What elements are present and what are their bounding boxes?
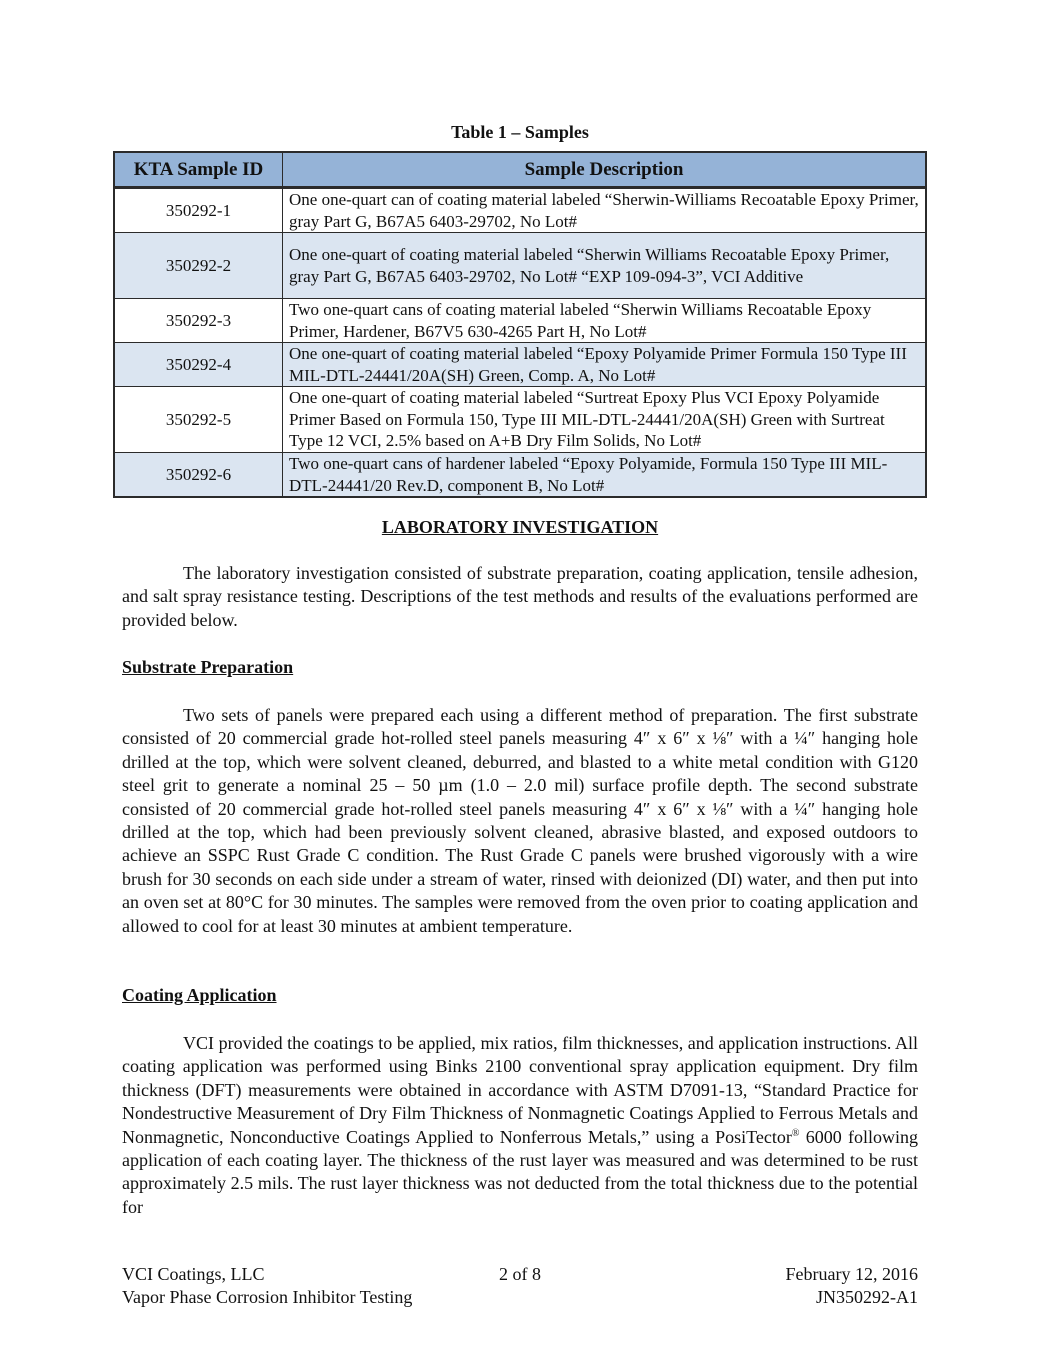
footer-report-title: Vapor Phase Corrosion Inhibitor Testing bbox=[122, 1287, 413, 1307]
footer-company: VCI Coatings, LLC bbox=[122, 1264, 265, 1284]
coating-text-part2: 6000 following application of each coating layer. The thickness of the rust layer was measured and was determined to be rust approximately 2.5 mils. The rust layer thickness was not deducted from the total thickness due to the potential for bbox=[122, 1126, 918, 1217]
coating-text-part1: VCI provided the coatings to be applied, mix ratios, film thicknesses, and application instructions. All coating application was performed using Binks 2100 conventional spray application equipment. Dry film thickness (DFT) measurements were obtained in accordance with ASTM D7091-13, “Standard Practice for Nondestructive Measurement of Dry Film Thickness of Nonmagnetic Coatings Applied to Ferrous Metals and Nonmagnetic, Nonconductive Coatings Applied to Nonferrous Metals,” using a PosiTector bbox=[122, 1033, 918, 1147]
substrate-text: Two sets of panels were prepared each using a different method of preparation. The first substrate consisted of 20 commercial grade hot-rolled steel panels measuring 4″ x 6″ x ⅛″ with a ¼″ hanging hole drilled at the top, which were solvent cleaned, deburred, and blasted to a white metal condition with G120 steel grit to generate a nominal 25 – 50 µm (1.0 – 2.0 mil) surface profile depth. The second substrate consisted of 20 commercial grade hot-rolled steel panels measuring 4″ x 6″ x ⅛″ with a ¼″ hanging hole drilled at the top, which had been previously solvent cleaned, abrasive blasted, and exposed outdoors to achieve an SSPC Rust Grade C condition. The Rust Grade C panels were brushed vigorously with a wire brush for 30 seconds on each side under a stream of water, rinsed with deionized (DI) water, and then put into an oven set at 80°C for 30 minutes. The samples were removed from the oven prior to coating application and allowed to cool for at least 30 minutes at ambient temperature. bbox=[122, 705, 918, 936]
sample-description-cell: Two one-quart cans of coating material labeled “Sherwin Williams Recoatable Epoxy Primer, Hardener, B67V5 630-4265 Part H, No Lot# bbox=[283, 299, 927, 343]
sample-id-cell: 350292-1 bbox=[114, 188, 283, 233]
footer-date: February 12, 2016 bbox=[785, 1264, 918, 1284]
sample-id-cell: 350292-6 bbox=[114, 453, 283, 498]
page-number: 2 of 8 bbox=[499, 1264, 541, 1284]
subheading-substrate-preparation: Substrate Preparation bbox=[122, 657, 294, 677]
section-heading-laboratory-investigation: LABORATORY INVESTIGATION bbox=[381, 517, 659, 537]
sample-description-cell: One one-quart can of coating material labeled “Sherwin-Williams Recoatable Epoxy Primer, gray Part G, B67A5 6403-29702, No Lot# bbox=[283, 188, 927, 233]
sample-description-cell: One one-quart of coating material labeled “Sherwin Williams Recoatable Epoxy Primer, gray Part G, B67A5 6403-29702, No Lot# “EXP 109-094-3”, VCI Additive bbox=[283, 233, 927, 299]
footer-job-number: JN350292-A1 bbox=[816, 1287, 918, 1307]
intro-paragraph bbox=[122, 562, 918, 632]
table-row bbox=[114, 453, 926, 498]
table-row bbox=[114, 387, 926, 453]
table-row bbox=[114, 188, 926, 233]
sample-id-cell: 350292-3 bbox=[114, 299, 283, 343]
table-header-row bbox=[114, 152, 926, 188]
samples-table bbox=[113, 151, 927, 498]
table-row bbox=[114, 299, 926, 343]
intro-text: The laboratory investigation consisted of substrate preparation, coating application, tensile adhesion, and salt spray resistance testing. Descriptions of the test methods and results of the evaluations performed are provided below. bbox=[122, 563, 918, 630]
sample-id-cell: 350292-5 bbox=[114, 387, 283, 453]
sample-description-cell: Two one-quart cans of hardener labeled “Epoxy Polyamide, Formula 150 Type III MIL-DTL-24441/20 Rev.D, component B, No Lot# bbox=[283, 453, 927, 498]
subheading-coating-application: Coating Application bbox=[122, 985, 277, 1005]
sample-description-cell: One one-quart of coating material labeled “Epoxy Polyamide Primer Formula 150 Type III MIL-DTL-24441/20A(SH) Green, Comp. A, No Lot# bbox=[283, 343, 927, 387]
sample-id-cell: 350292-4 bbox=[114, 343, 283, 387]
sample-id-cell: 350292-2 bbox=[114, 233, 283, 299]
table-row bbox=[114, 343, 926, 387]
page-footer bbox=[122, 1263, 918, 1309]
coating-paragraph bbox=[122, 1032, 918, 1219]
column-header-sample-description: Sample Description bbox=[283, 152, 927, 188]
sample-description-cell: One one-quart of coating material labeled “Surtreat Epoxy Plus VCI Epoxy Polyamide Primer Based on Formula 150, Type III MIL-DTL-24441/20A(SH) Green with Surtreat Type 12 VCI, 2.5% based on A+B Dry Film Solids, No Lot# bbox=[283, 387, 927, 453]
column-header-sample-id: KTA Sample ID bbox=[114, 152, 283, 188]
substrate-paragraph bbox=[122, 704, 918, 938]
table-title: Table 1 – Samples bbox=[451, 122, 589, 142]
table-row bbox=[114, 233, 926, 299]
registered-mark: ® bbox=[791, 1127, 800, 1139]
